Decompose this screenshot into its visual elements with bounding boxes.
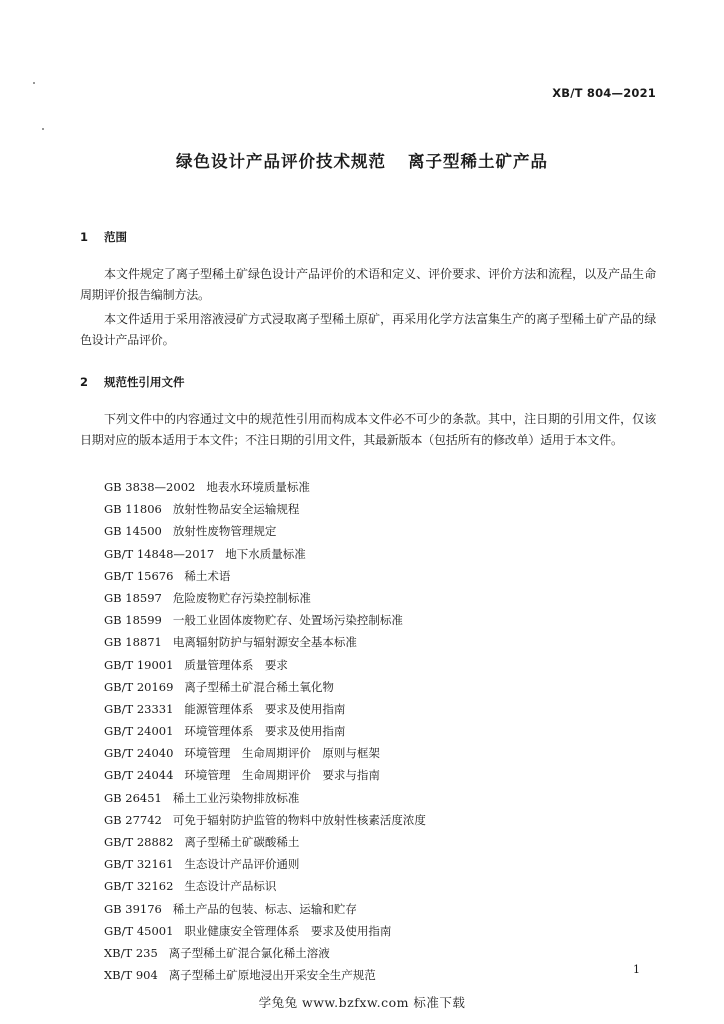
document-title — [0, 148, 724, 172]
reference-code: GB/T 14848—2017 — [104, 546, 215, 561]
reference-title: 电离辐射防护与辐射源安全基本标准 — [172, 635, 357, 650]
reference-item — [104, 898, 664, 920]
reference-code: GB 3838—2002 — [104, 480, 196, 494]
reference-title: 环境管理 生命周期评价 要求与指南 — [184, 768, 380, 783]
reference-title: 可免于辐射防护监管的物料中放射性核素活度浓度 — [172, 812, 426, 827]
reference-title: 离子型稀土矿碳酸稀土 — [184, 835, 300, 849]
page-number: 1 — [633, 963, 640, 976]
reference-item — [104, 587, 664, 609]
reference-title: 稀土工业污染物排放标准 — [172, 790, 300, 805]
reference-item — [104, 543, 664, 565]
title-sub: 离子型稀土矿产品 — [408, 152, 548, 171]
reference-code: GB 39176 — [104, 901, 162, 916]
reference-title: 离子型稀土矿原地浸出开采安全生产规范 — [168, 968, 376, 983]
scope-paragraph-2: 本文件适用于采用溶液浸矿方式浸取离子型稀土原矿，再采用化学方法富集生产的离子型稀土矿产品的绿色设计产品评价。 — [80, 312, 656, 347]
reference-item — [104, 831, 664, 853]
reference-title: 放射性废物管理规定 — [172, 524, 277, 539]
reference-item — [104, 676, 664, 698]
reference-item — [104, 565, 664, 587]
section-heading-normative-references — [80, 374, 185, 390]
section-number: 2 — [80, 375, 89, 389]
reference-title: 稀土产品的包装、标志、运输和贮存 — [172, 901, 357, 916]
reference-title: 放射性物品安全运输规程 — [172, 502, 300, 517]
reference-title: 能源管理体系 要求及使用指南 — [184, 701, 346, 716]
section-number: 1 — [80, 230, 89, 244]
reference-title: 地表水环境质量标准 — [206, 480, 310, 494]
reference-title: 环境管理体系 要求及使用指南 — [184, 724, 346, 739]
reference-code: GB/T 32161 — [104, 857, 174, 872]
reference-code: GB 18597 — [104, 590, 162, 605]
reference-code: GB 26451 — [104, 790, 162, 805]
reference-item — [104, 809, 664, 831]
reference-item — [104, 520, 664, 542]
scan-speck — [42, 128, 44, 130]
reference-code: GB/T 20169 — [104, 679, 174, 694]
scan-speck — [33, 82, 35, 84]
reference-title: 职业健康安全管理体系 要求及使用指南 — [184, 923, 392, 938]
reference-item — [104, 964, 664, 986]
reference-code: GB/T 24001 — [104, 724, 174, 739]
reference-item — [104, 764, 664, 786]
reference-code: GB/T 45001 — [104, 923, 174, 938]
reference-code: GB 18871 — [104, 635, 162, 650]
reference-code: GB/T 23331 — [104, 701, 174, 716]
reference-code: GB 14500 — [104, 524, 162, 539]
reference-item — [104, 875, 664, 897]
reference-code: GB/T 19001 — [104, 657, 174, 672]
reference-item — [104, 631, 664, 653]
reference-title: 离子型稀土矿混合氯化稀土溶液 — [168, 945, 330, 960]
reference-title: 生态设计产品评价通则 — [184, 857, 300, 872]
footer-watermark: 学兔兔 www.bzfxw.com 标准下载 — [258, 995, 466, 1010]
reference-code: XB/T 235 — [104, 945, 158, 960]
reference-item — [104, 654, 664, 676]
reference-code: GB 18599 — [104, 613, 162, 628]
reference-item — [104, 698, 664, 720]
scope-paragraph-1: 本文件规定了离子型稀土矿绿色设计产品评价的术语和定义、评价要求、评价方法和流程，以及产品生命周期评价报告编制方法。 — [80, 267, 656, 302]
reference-code: GB/T 15676 — [104, 568, 174, 583]
reference-code: GB 27742 — [104, 812, 162, 827]
reference-title: 危险废物贮存污染控制标准 — [172, 590, 311, 605]
reference-item — [104, 742, 664, 764]
reference-title: 生态设计产品标识 — [184, 879, 277, 894]
reference-title: 一般工业固体废物贮存、处置场污染控制标准 — [172, 613, 403, 628]
reference-code: GB/T 24044 — [104, 768, 174, 783]
reference-code: GB/T 32162 — [104, 879, 174, 894]
reference-list — [104, 476, 664, 986]
reference-item — [104, 720, 664, 742]
section-title: 范围 — [104, 230, 127, 244]
reference-item — [104, 787, 664, 809]
reference-title: 质量管理体系 要求 — [184, 657, 288, 672]
reference-title: 稀土术语 — [184, 568, 231, 583]
standard-code: XB/T 804—2021 — [552, 86, 656, 100]
reference-code: GB/T 24040 — [104, 746, 174, 761]
reference-code: XB/T 904 — [104, 968, 158, 983]
reference-item — [104, 942, 664, 964]
section-heading-scope — [80, 229, 127, 245]
reference-code: GB/T 28882 — [104, 835, 174, 849]
reference-item — [104, 498, 664, 520]
reference-item — [104, 853, 664, 875]
reference-item — [104, 476, 664, 498]
references-intro-paragraph: 下列文件中的内容通过文中的规范性引用而构成本文件必不可少的条款。其中，注日期的引用文件，仅该日期对应的版本适用于本文件；不注日期的引用文件，其最新版本（包括所有的修改单）适用于本文件。 — [80, 412, 656, 447]
section-title: 规范性引用文件 — [104, 375, 185, 389]
reference-item — [104, 920, 664, 942]
reference-code: GB 11806 — [104, 502, 162, 517]
title-main: 绿色设计产品评价技术规范 — [176, 152, 386, 171]
reference-item — [104, 609, 664, 631]
reference-title: 离子型稀土矿混合稀土氧化物 — [184, 679, 334, 694]
reference-title: 地下水质量标准 — [225, 546, 306, 561]
reference-title: 环境管理 生命周期评价 原则与框架 — [184, 746, 380, 761]
